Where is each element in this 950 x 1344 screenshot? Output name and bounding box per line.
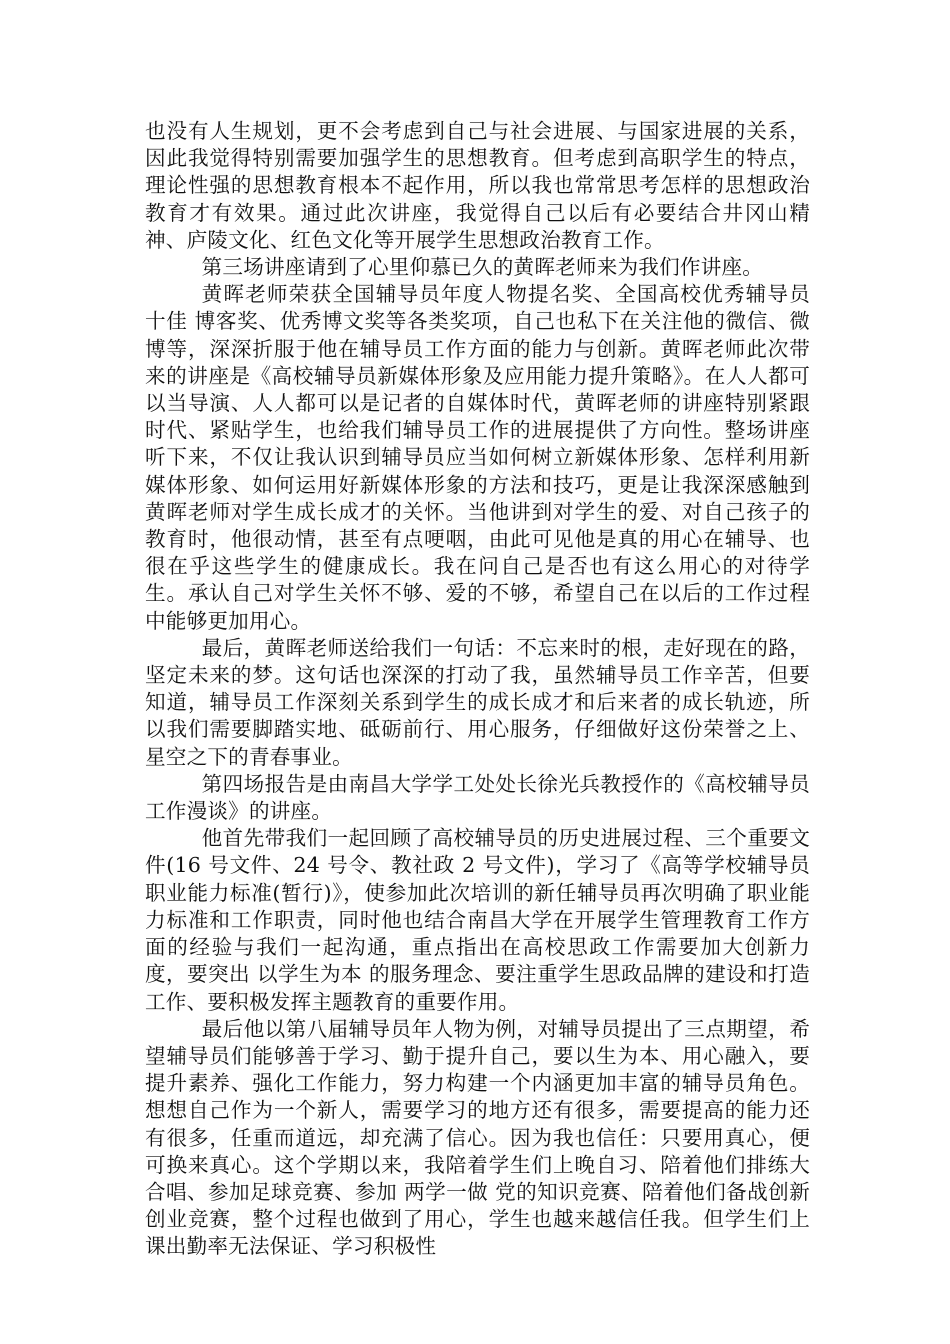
paragraph-expectations: 最后他以第八届辅导员年人物为例，对辅导员提出了三点期望，希望辅导员们能够善于学习、勤于提升自己，要以生为本、用心融入，要提升素养、强化工作能力，努力构建一个内涵更加丰富的辅导员角色。想想自己作为一个新人，需要学习的地方还有很多，需要提高的能力还有很多，任重而道远，却充满了信心。因为我也信任：只要用真心，便可换来真心。这个学期以来，我陪着学生们上晚自习、陪着他们排练大合唱、参加足球竞赛、参加 两学一做 党的知识竞赛、陪着他们备战创新创业竞赛，整个过程也做到了用心，学生也越来越信任我。但学生们上课出勤率无法保证、学习积极性 xyxy=(145,1016,810,1259)
document-page xyxy=(145,118,810,1261)
paragraph-continuation: 也没有人生规划，更不会考虑到自己与社会进展、与国家进展的关系，因此我觉得特别需要加强学生的思想教育。但考虑到高职学生的特点，理论性强的思想教育根本不起作用，所以我也常常思考怎样的思想政治教育才有效果。通过此次讲座，我觉得自己以后有必要结合井冈山精神、庐陵文化、红色文化等开展学生思想政治教育工作。 xyxy=(145,119,810,252)
paragraph-fourth-report-intro: 第四场报告是由南昌大学学工处处长徐光兵教授作的《高校辅导员工作漫谈》的讲座。 xyxy=(145,771,810,824)
paragraph-xu-guangbing-lecture: 他首先带我们一起回顾了高校辅导员的历史进展过程、三个重要文件(16 号文件、24 号令、教社政 2 号文件)，学习了《高等学校辅导员职业能力标准(暂行)》，使参加此次培训的新任辅导员再次明确了职业能力标准和工作职责，同时他也结合南昌大学在开展学生管理教育工作方面的经验与我们一起沟通，重点指出在高校思政工作需要加大创新力度，要突出 以学生为本 的服务理念、要注重学生思政品牌的建设和打造工作、要积极发挥主题教育的重要作用。 xyxy=(145,826,810,1014)
paragraph-huang-hui-lecture: 黄晖老师荣获全国辅导员年度人物提名奖、全国高校优秀辅导员 十佳 博客奖、优秀博文奖等各类奖项，自己也私下在关注他的微信、微博等，深深折服于他在辅导员工作方面的能力与创新。黄晖老师此次带来的讲座是《高校辅导员新媒体形象及应用能力提升策略》。在人人都可以当导演、人人都可以是记者的自媒体时代，黄晖老师的讲座特别紧跟时代、紧贴学生，也给我们辅导员工作的进展提供了方向性。整场讲座听下来，不仅让我认识到辅导员应当如何树立新媒体形象、怎样利用新媒体形象、如何运用好新媒体形象的方法和技巧，更是让我深深感触到黄晖老师对学生成长成才的关怀。当他讲到对学生的爱、对自己孩子的教育时，他很动情，甚至有点哽咽，由此可见他是真的用心在辅导、也很在乎这些学生的健康成长。我在问自己是否也有这么用心的对待学生。承认自己对学生关怀不够、爱的不够，希望自己在以后的工作过程中能够更加用心。 xyxy=(145,282,810,633)
paragraph-third-lecture-intro: 第三场讲座请到了心里仰慕已久的黄晖老师来为我们作讲座。 xyxy=(201,255,764,280)
paragraph-huang-hui-quote: 最后，黄晖老师送给我们一句话：不忘来时的根，走好现在的路，坚定未来的梦。这句话也深深的打动了我，虽然辅导员工作辛苦，但要知道，辅导员工作深刻关系到学生的成长成才和后来者的成长轨迹，所以我们需要脚踏实地、砥砺前行、用心服务，仔细做好这份荣誉之上、星空之下的青春事业。 xyxy=(145,635,810,769)
